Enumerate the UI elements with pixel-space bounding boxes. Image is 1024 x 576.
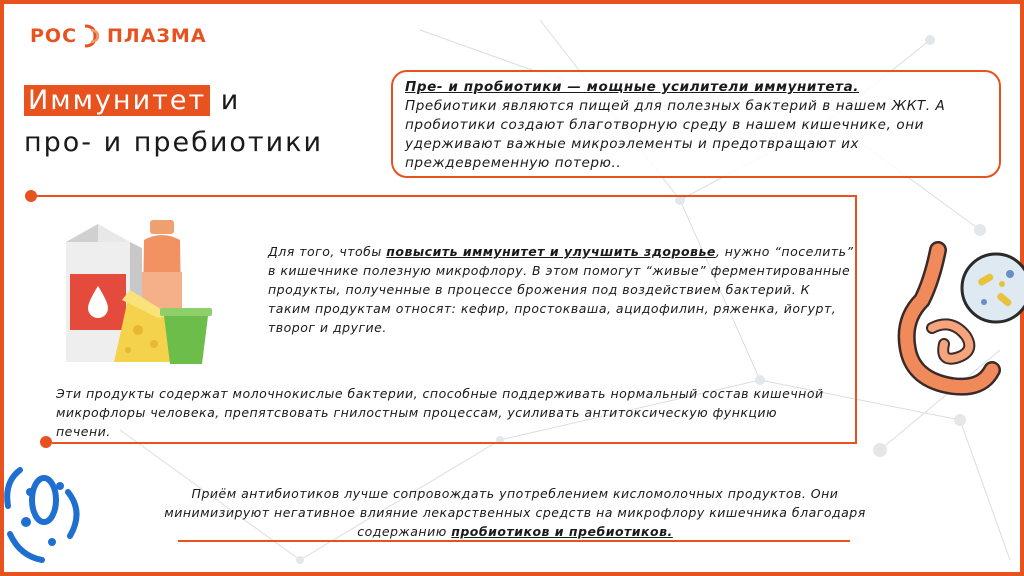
page-title bbox=[24, 80, 323, 164]
title-line2: про- и пребиотики bbox=[24, 127, 324, 158]
logo-right-text: ПЛАЗМА bbox=[107, 25, 207, 47]
probiotics-info-box bbox=[391, 70, 1001, 178]
lactic-bacteria-text: Эти продукты содержат молочнокислые бактерии, способные поддерживать нормальный состав кишечной микрофлоры человека, препятсвовать гнилостным процессам, усиливать антитоксическую функцию печени. bbox=[56, 386, 824, 439]
logo bbox=[30, 24, 207, 48]
connector-line-bottom bbox=[52, 442, 857, 444]
title-highlight: Иммунитет bbox=[24, 85, 210, 116]
title-rest: и bbox=[210, 85, 241, 116]
para3-before: Приём антибиотиков лучше сопровождать употреблением кисломолочных продуктов. Они минимизируют негативное влияние лекарственных средств на микрофлору кишечника благодаря содержанию bbox=[164, 486, 866, 539]
connector-line-top bbox=[31, 195, 857, 197]
antibiotics-text bbox=[140, 484, 890, 541]
para3-underlined: пробиотиков и пребиотиков. bbox=[451, 524, 673, 539]
logo-left-text: РОС bbox=[30, 25, 78, 47]
connector-dot-bottom bbox=[40, 436, 52, 448]
para1-underlined: повысить иммунитет и улучшить здоровье bbox=[386, 244, 716, 259]
intestine-icon bbox=[892, 240, 1024, 400]
dairy-products-icon bbox=[58, 212, 218, 372]
box-lead: Пре- и пробиотики — мощные усилители иммунитета. bbox=[405, 79, 860, 95]
para1-after: , нужно “поселить” в кишечнике полезную микрофлору. В этом помогут “живые” ферментированные продукты, полученные в процессе брожения под воздействием бактерий. К таким продуктам относят: кефир, простокваша, ацидофилин, ряженка, йогурт, творог и другие. bbox=[268, 244, 854, 335]
fermented-products-text bbox=[268, 242, 856, 337]
bacteria-icon bbox=[0, 452, 90, 572]
logo-mark-icon bbox=[81, 24, 103, 48]
para1-before: Для того, чтобы bbox=[268, 244, 387, 259]
box-body: Пребиотики являются пищей для полезных бактерий в нашем ЖКТ. А пробиотики создают благотворную среду в нашем кишечнике, они удерживают важные микроэлементы и предотвращают их преждевременную потерю.. bbox=[405, 98, 946, 171]
